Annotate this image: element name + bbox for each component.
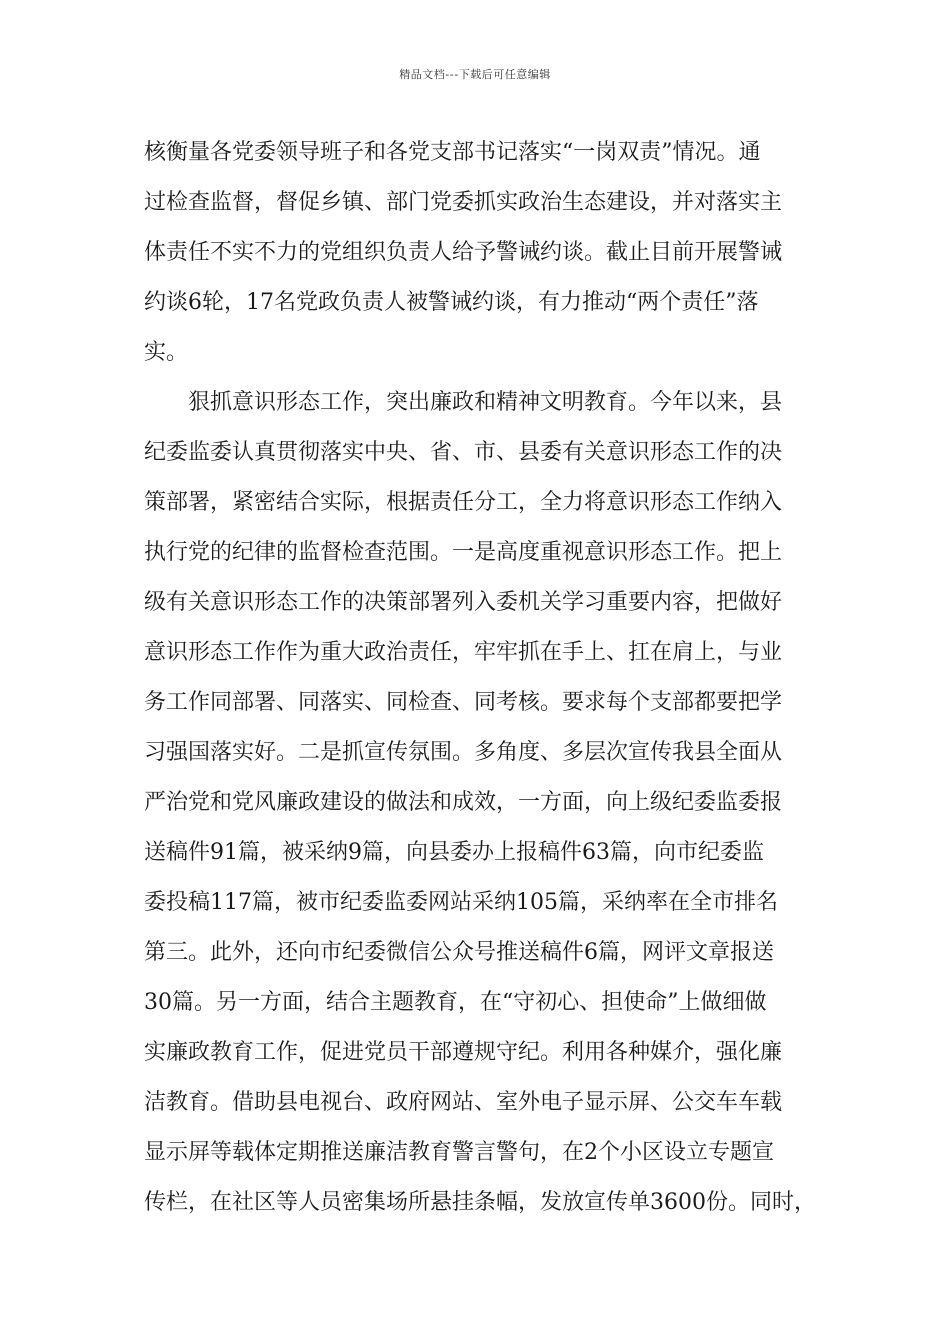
paragraph-1	[144, 128, 824, 378]
text-line: 务工作同部署、同落实、同检查、同考核。要求每个支部都要把学	[144, 690, 783, 715]
text-line: 传栏，在社区等人员密集场所悬挂条幅，发放宣传单3600份。同时，	[144, 1190, 816, 1215]
document-body	[144, 128, 824, 1228]
text-line: 策部署，紧密结合实际，根据责任分工，全力将意识形态工作纳入	[144, 490, 783, 515]
text-line: 显示屏等载体定期推送廉洁教育警言警句，在2个小区设立专题宣	[144, 1140, 774, 1165]
text-line: 送稿件91篇，被采纳9篇，向县委办上报稿件63篇，向市纪委监	[144, 840, 764, 865]
text-line: 30篇。另一方面，结合主题教育，在“守初心、担使命”上做细做	[144, 990, 767, 1015]
text-line: 纪委监委认真贯彻落实中央、省、市、县委有关意识形态工作的决	[144, 440, 783, 465]
text-line: 实廉政教育工作，促进党员干部遵规守纪。利用各种媒介，强化廉	[144, 1040, 783, 1065]
text-line: 体责任不实不力的党组织负责人给予警诫约谈。截止目前开展警诫	[144, 240, 783, 265]
text-line: 实。	[144, 340, 189, 365]
text-line: 核衡量各党委领导班子和各党支部书记落实“一岗双责”情况。通	[144, 140, 761, 165]
text-line: 过检查监督，督促乡镇、部门党委抓实政治生态建设，并对落实主	[144, 190, 783, 215]
text-line: 洁教育。借助县电视台、政府网站、室外电子显示屏、公交车车载	[144, 1090, 783, 1115]
text-line: 第三。此外，还向市纪委微信公众号推送稿件6篇，网评文章报送	[144, 940, 774, 965]
page-header: 精品文档---下载后可任意编辑	[399, 68, 551, 81]
paragraph-2	[144, 378, 824, 1228]
text-line: 严治党和党风廉政建设的做法和成效，一方面，向上级纪委监委报	[144, 790, 783, 815]
text-line: 委投稿117篇，被市纪委监委网站采纳105篇，采纳率在全市排名	[144, 890, 778, 915]
text-line: 执行党的纪律的监督检查范围。一是高度重视意识形态工作。把上	[144, 540, 783, 565]
text-line: 习强国落实好。二是抓宣传氛围。多角度、多层次宣传我县全面从	[144, 740, 783, 765]
text-line: 意识形态工作作为重大政治责任，牢牢抓在手上、扛在肩上，与业	[144, 640, 783, 665]
text-line: 约谈6轮，17名党政负责人被警诫约谈，有力推动“两个责任”落	[144, 290, 759, 315]
text-line: 级有关意识形态工作的决策部署列入委机关学习重要内容，把做好	[144, 590, 783, 615]
text-line: 狠抓意识形态工作，突出廉政和精神文明教育。今年以来，县	[188, 390, 783, 415]
